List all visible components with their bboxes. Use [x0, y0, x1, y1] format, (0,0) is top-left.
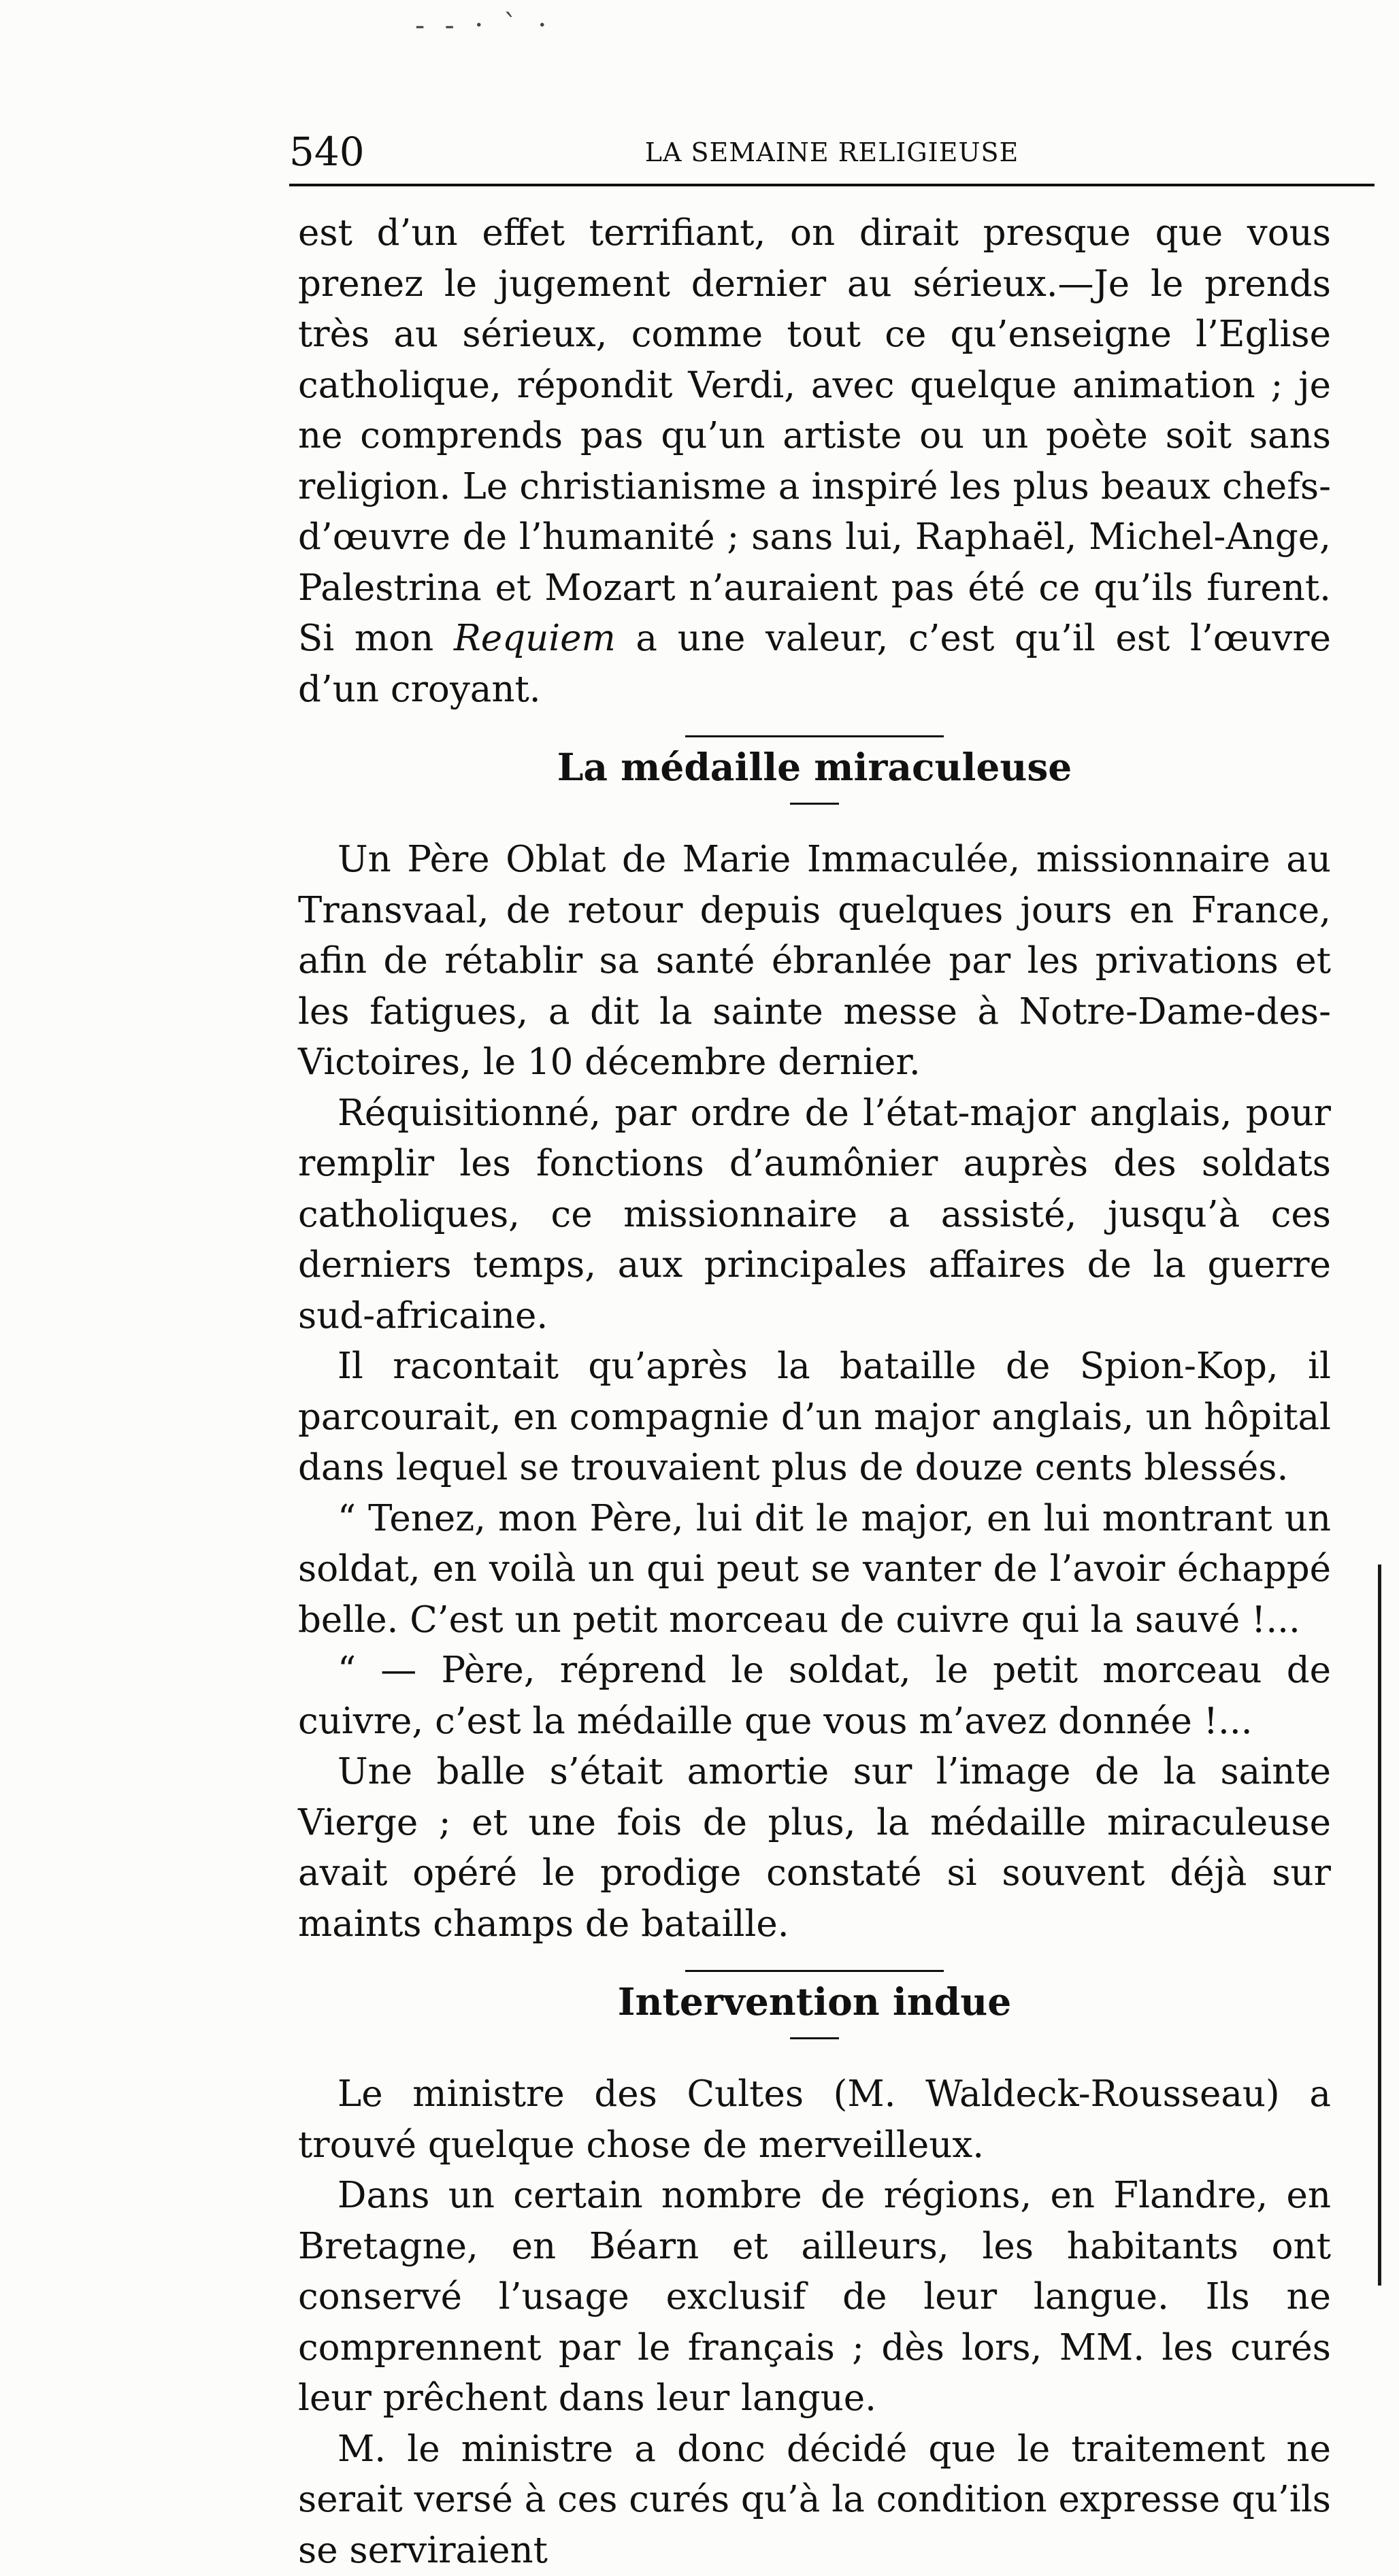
section-separator-rule	[685, 1970, 944, 1972]
requiem-italic: Requiem	[454, 618, 616, 659]
running-title: LA SEMAINE RELIGIEUSE	[289, 133, 1375, 171]
page-content	[298, 208, 1331, 2262]
section-separator-rule	[685, 735, 944, 737]
paragraph: M. le ministre a donc décidé que le traitement ne serait versé à ces curés qu’à la condition expresse qu’ils se serviraient	[298, 2424, 1331, 2576]
scan-artifacts: - - · ˋ ·	[415, 8, 553, 41]
section-title-intervention: Intervention indue	[298, 1977, 1331, 2026]
paragraph: Le ministre des Cultes (M. Waldeck-Rousseau) a trouvé quelque chose de merveilleux.	[298, 2069, 1331, 2171]
paragraph: Réquisitionné, par ordre de l’état-major anglais, pour remplir les fonctions d’aumônier auprès des soldats catholiques, ce missionnaire a assisté, jusqu’à ces derniers temps, aux principales affaires de la guerre sud-africaine.	[298, 1088, 1331, 1342]
paragraph: Un Père Oblat de Marie Immaculée, missionnaire au Transvaal, de retour depuis quelques jours en France, afin de rétablir sa santé ébranlée par les privations et les fatigues, a dit la sainte messe à Notre-Dame-des-Victoires, le 10 décembre dernier.	[298, 835, 1331, 1088]
margin-rule	[1378, 1565, 1381, 2286]
page-number: 540	[289, 128, 365, 175]
paragraph: “ Tenez, mon Père, lui dit le major, en lui montrant un soldat, en voilà un qui peut se vanter de l’avoir échappé belle. C’est un petit morceau de cuivre qui la sauvé !...	[298, 1494, 1331, 1646]
paragraph-verdi-text: est d’un effet terrifiant, on dirait presque que vous prenez le jugement dernier au sérieux.—Je le prends très au sérieux, comme tout ce qu’enseigne l’Eglise catholique, répondit Verdi, avec quelque animation ; je ne comprends pas qu’un artiste ou un poète soit sans religion. Le christianisme a inspiré les plus beaux chefs-d’œuvre de l’humanité ; sans lui, Raphaël, Michel-Ange, Palestrina et Mozart n’auraient pas été ce qu’ils furent. Si mon	[298, 212, 1331, 659]
paragraph: Dans un certain nombre de régions, en Flandre, en Bretagne, en Béarn et ailleurs, les habitants ont conservé l’usage exclusif de leur langue. Ils ne comprennent par le français ; dès lors, MM. les curés leur prêchent dans leur langue.	[298, 2171, 1331, 2424]
paragraph: Il racontait qu’après la bataille de Spion-Kop, il parcourait, en compagnie d’un major anglais, un hôpital dans lequel se trouvaient plus de douze cents blessés.	[298, 1341, 1331, 1494]
paragraph: Une balle s’était amortie sur l’image de la sainte Vierge ; et une fois de plus, la médaille miraculeuse avait opéré le prodige constaté si souvent déjà sur maints champs de bataille.	[298, 1747, 1331, 1950]
section-dash	[790, 2037, 839, 2039]
page-header	[289, 128, 1375, 186]
section-dash	[790, 803, 839, 805]
paragraph-verdi-end: a une valeur, c’est qu’il est l’œuvre d’un croyant.	[298, 618, 1331, 710]
paragraph: “ — Père, réprend le soldat, le petit morceau de cuivre, c’est la médaille que vous m’avez donnée !...	[298, 1645, 1331, 1747]
section-title-medaille: La médaille miraculeuse	[298, 743, 1331, 792]
paragraph-verdi	[298, 208, 1331, 715]
